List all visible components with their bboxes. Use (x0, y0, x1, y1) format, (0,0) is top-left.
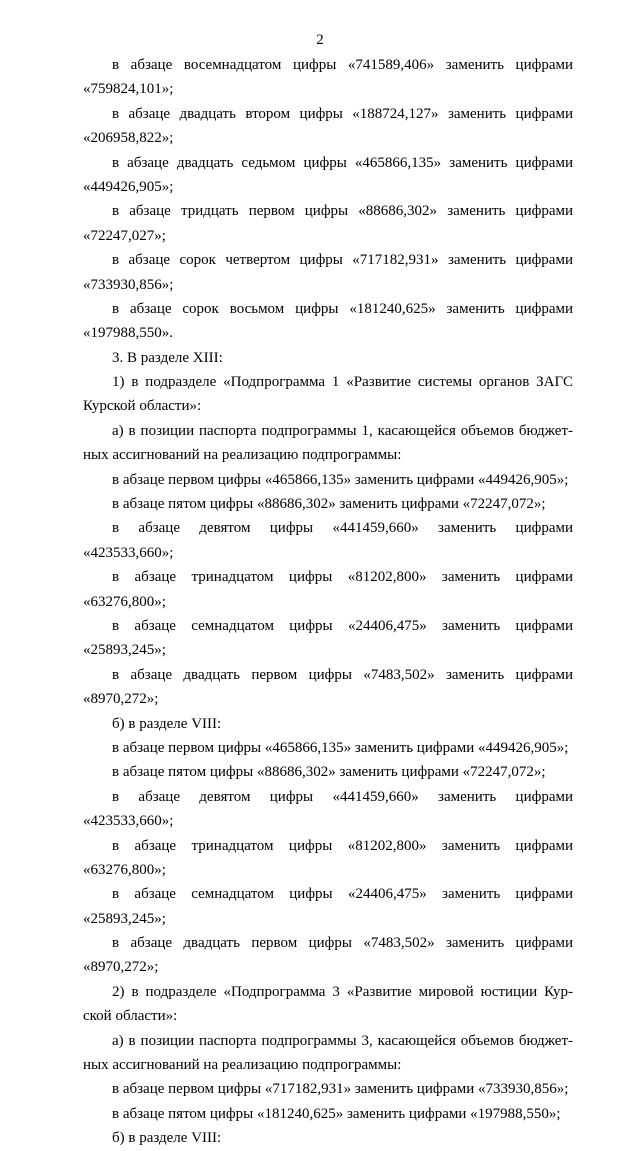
text-line: «759824,101»; (83, 81, 174, 98)
text-line: «25893,245»; (83, 910, 166, 927)
text-line: в абзаце пятом цифры «181240,625» заменить цифрами «197988,550»; (112, 1105, 561, 1122)
text-line: «733930,856»; (83, 276, 174, 293)
text-line: б) в разделе VIII: (112, 1130, 222, 1147)
text-line: в абзаце сорок восьмом цифры «181240,625» заменить цифрами (112, 300, 573, 317)
text-line: в абзаце девятом цифры «441459,660» заменить цифрами (112, 520, 573, 537)
text-line: «423533,660»; (83, 813, 174, 830)
section-heading: 3. В разделе XIII: (112, 349, 223, 366)
text-line: а) в позиции паспорта подпрограммы 1, касающейся объемов бюджет- (112, 422, 573, 439)
text-line: в абзаце девятом цифры «441459,660» заменить цифрами (112, 788, 573, 805)
text-line: в абзаце тринадцатом цифры «81202,800» заменить цифрами (112, 569, 573, 586)
text-line: в абзаце тридцать первом цифры «88686,302» заменить цифрами (112, 203, 573, 220)
text-line: в абзаце семнадцатом цифры «24406,475» заменить цифрами (112, 886, 573, 903)
text-line: «449426,905»; (83, 178, 174, 195)
text-line: в абзаце пятом цифры «88686,302» заменить цифрами «72247,072»; (112, 764, 546, 781)
text-line: в абзаце двадцать первом цифры «7483,502» заменить цифрами (112, 666, 573, 683)
text-line: «25893,245»; (83, 642, 166, 659)
text-line: Курской области»: (83, 398, 202, 415)
text-line: в абзаце двадцать седьмом цифры «465866,135» заменить цифрами (112, 154, 573, 171)
text-line: «8970,272»; (83, 959, 159, 976)
text-line: «197988,550». (83, 325, 173, 342)
text-line: в абзаце тринадцатом цифры «81202,800» заменить цифрами (112, 837, 573, 854)
text-line: «8970,272»; (83, 691, 159, 708)
text-line: б) в разделе VIII: (112, 715, 222, 732)
text-line: в абзаце первом цифры «717182,931» заменить цифрами «733930,856»; (112, 1081, 569, 1098)
text-line: «72247,027»; (83, 227, 166, 244)
text-line: «63276,800»; (83, 593, 166, 610)
text-line: в абзаце первом цифры «465866,135» заменить цифрами «449426,905»; (112, 471, 569, 488)
text-line: в абзаце сорок четвертом цифры «717182,931» заменить цифрами (112, 252, 573, 269)
document-text (83, 53, 573, 1151)
text-line: в абзаце пятом цифры «88686,302» заменить цифрами «72247,072»; (112, 496, 546, 513)
text-line: 1) в подразделе «Подпрограмма 1 «Развитие системы органов ЗАГС (112, 374, 573, 391)
text-line: 2) в подразделе «Подпрограмма 3 «Развитие мировой юстиции Кур- (112, 983, 573, 1000)
text-line: «63276,800»; (83, 861, 166, 878)
text-line: в абзаце двадцать первом цифры «7483,502» заменить цифрами (112, 935, 573, 952)
text-line: «206958,822»; (83, 130, 174, 147)
page-number: 2 (316, 32, 324, 48)
text-line: ных ассигнований на реализацию подпрограммы: (83, 447, 402, 464)
text-line: в абзаце двадцать втором цифры «188724,127» заменить цифрами (112, 105, 573, 122)
text-line: ской области»: (83, 1008, 178, 1025)
text-line: а) в позиции паспорта подпрограммы 3, касающейся объемов бюджет- (112, 1032, 573, 1049)
text-line: в абзаце первом цифры «465866,135» заменить цифрами «449426,905»; (112, 739, 569, 756)
text-line: «423533,660»; (83, 544, 174, 561)
text-line: в абзаце семнадцатом цифры «24406,475» заменить цифрами (112, 617, 573, 634)
text-line: в абзаце восемнадцатом цифры «741589,406» заменить цифрами (112, 57, 573, 73)
text-line: ных ассигнований на реализацию подпрограммы: (83, 1057, 402, 1074)
